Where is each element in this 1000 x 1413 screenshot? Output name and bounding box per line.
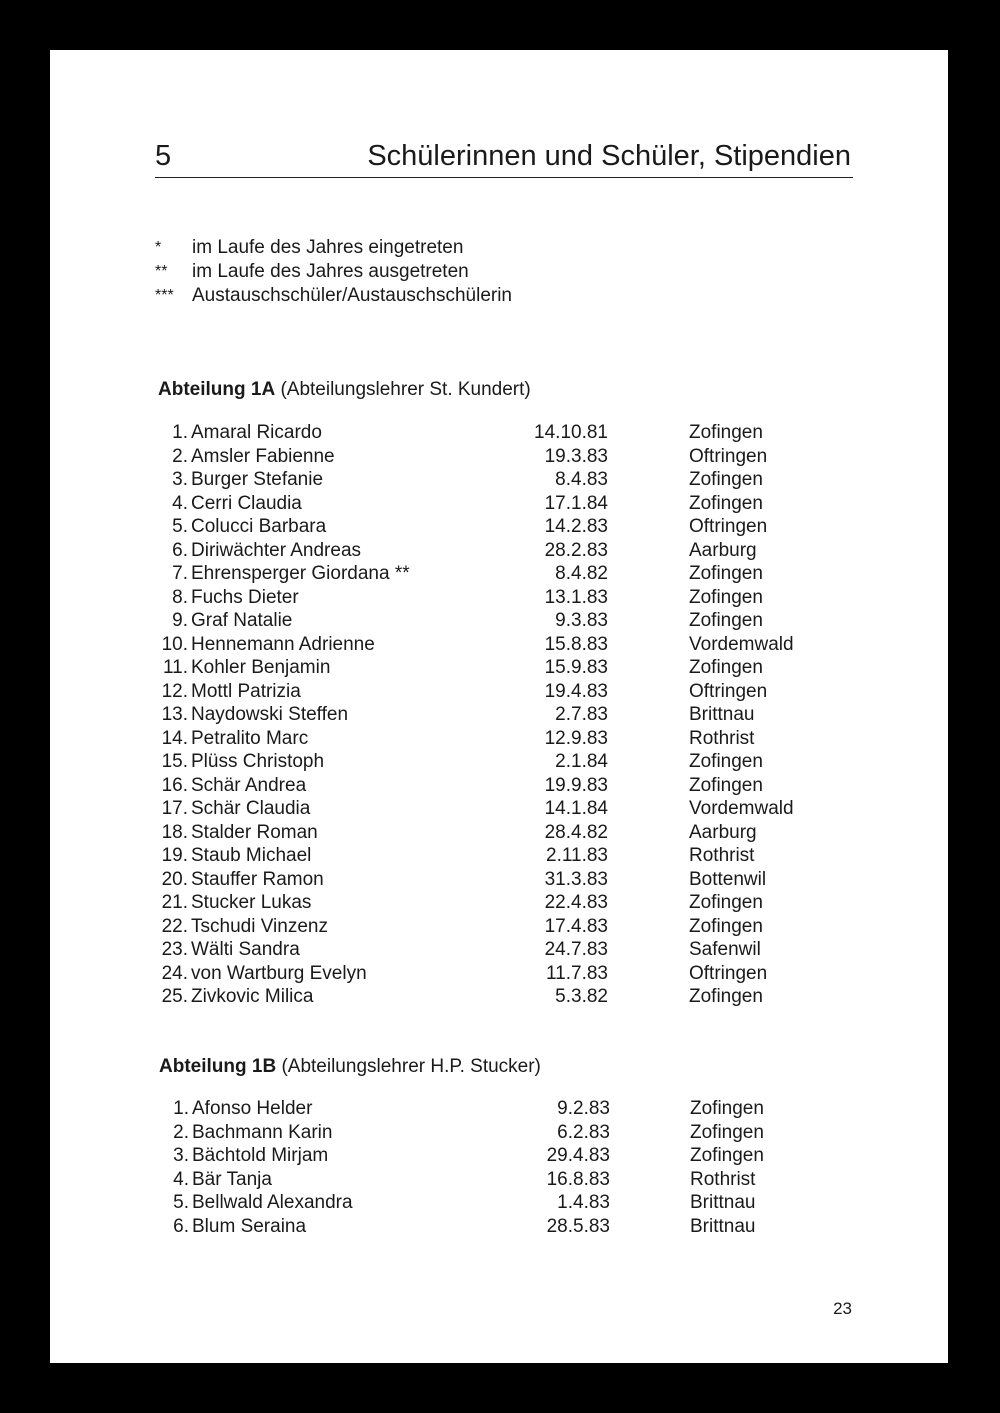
student-name: Stucker Lukas bbox=[191, 892, 312, 913]
student-name: Hennemann Adrienne bbox=[191, 633, 375, 655]
home-town: Zofingen bbox=[690, 1121, 764, 1143]
student-name: Colucci Barbara bbox=[191, 516, 327, 537]
student-list-1a bbox=[158, 421, 794, 1009]
birth-date: 15.8.83 bbox=[544, 633, 608, 655]
home-town: Safenwil bbox=[689, 939, 761, 960]
birth-date: 8.4.82 bbox=[555, 563, 608, 584]
student-name: Kohler Benjamin bbox=[191, 657, 331, 678]
student-row bbox=[158, 915, 763, 939]
page-number: 23 bbox=[833, 1299, 852, 1318]
student-number: 6. bbox=[172, 539, 188, 561]
birth-date: 28.2.83 bbox=[544, 539, 608, 561]
student-number: 19. bbox=[161, 845, 188, 866]
student-number: 13. bbox=[161, 704, 188, 725]
home-town: Zofingen bbox=[689, 774, 763, 796]
student-number: 2. bbox=[173, 1121, 189, 1143]
home-town: Zofingen bbox=[689, 657, 763, 678]
home-town: Vordemwald bbox=[689, 798, 794, 819]
home-town: Brittnau bbox=[689, 704, 755, 725]
student-row bbox=[158, 492, 763, 516]
home-town: Brittnau bbox=[690, 1215, 756, 1237]
student-name: Afonso Helder bbox=[192, 1098, 313, 1119]
student-name: Schär Andrea bbox=[191, 774, 307, 796]
student-row bbox=[158, 421, 763, 445]
birth-date: 29.4.83 bbox=[546, 1145, 610, 1166]
student-row bbox=[159, 1215, 756, 1239]
section-label: Abteilung 1A bbox=[158, 379, 276, 400]
student-row bbox=[158, 844, 755, 868]
student-name: Amsler Fabienne bbox=[191, 445, 335, 467]
home-town: Zofingen bbox=[689, 986, 763, 1007]
birth-date: 24.7.83 bbox=[544, 939, 608, 960]
student-row bbox=[159, 1121, 764, 1145]
student-number: 25. bbox=[161, 986, 188, 1007]
student-number: 7. bbox=[172, 563, 188, 584]
student-row bbox=[158, 821, 757, 845]
student-row bbox=[158, 774, 763, 798]
home-town: Zofingen bbox=[689, 751, 763, 772]
section-heading-1a bbox=[158, 378, 531, 402]
student-row bbox=[158, 797, 794, 821]
legend-text: im Laufe des Jahres ausgetreten bbox=[192, 261, 469, 282]
student-name: Tschudi Vinzenz bbox=[191, 915, 328, 937]
student-name: Blum Seraina bbox=[192, 1215, 307, 1237]
birth-date: 6.2.83 bbox=[557, 1121, 610, 1143]
student-name: Bächtold Mirjam bbox=[192, 1145, 329, 1166]
student-number: 5. bbox=[173, 1192, 189, 1213]
student-number: 20. bbox=[161, 868, 188, 890]
student-name: Bellwald Alexandra bbox=[192, 1192, 353, 1213]
legend-mark: ** bbox=[155, 263, 168, 280]
student-row bbox=[158, 985, 763, 1009]
student-number: 5. bbox=[172, 516, 188, 537]
student-number: 3. bbox=[173, 1145, 189, 1166]
student-row bbox=[158, 468, 763, 492]
student-row bbox=[158, 750, 763, 774]
student-row bbox=[158, 891, 763, 915]
home-town: Zofingen bbox=[689, 586, 763, 608]
student-row bbox=[158, 633, 794, 657]
student-number: 14. bbox=[161, 727, 188, 749]
birth-date: 11.7.83 bbox=[546, 962, 608, 984]
birth-date: 19.4.83 bbox=[544, 680, 608, 702]
home-town: Zofingen bbox=[690, 1145, 764, 1166]
home-town: Brittnau bbox=[690, 1192, 756, 1213]
student-number: 17. bbox=[161, 798, 188, 819]
birth-date: 17.4.83 bbox=[544, 915, 608, 937]
section-teacher: (Abteilungslehrer St. Kundert) bbox=[275, 379, 531, 400]
student-number: 4. bbox=[172, 492, 188, 514]
home-town: Vordemwald bbox=[689, 633, 794, 655]
student-name: Plüss Christoph bbox=[191, 751, 325, 772]
legend-text: im Laufe des Jahres eingetreten bbox=[192, 237, 464, 258]
student-number: 3. bbox=[172, 469, 188, 490]
student-number: 2. bbox=[172, 445, 188, 467]
student-row bbox=[158, 515, 768, 539]
student-name: Burger Stefanie bbox=[191, 469, 324, 490]
student-row bbox=[159, 1097, 764, 1121]
birth-date: 31.3.83 bbox=[544, 868, 608, 890]
section-label: Abteilung 1B bbox=[159, 1056, 277, 1077]
home-town: Zofingen bbox=[689, 610, 763, 631]
home-town: Zofingen bbox=[689, 469, 763, 490]
birth-date: 2.7.83 bbox=[555, 704, 608, 725]
student-row bbox=[158, 609, 763, 633]
student-number: 1. bbox=[172, 422, 188, 443]
student-name: Wälti Sandra bbox=[191, 939, 300, 960]
student-row bbox=[158, 562, 763, 586]
student-number: 1. bbox=[173, 1098, 189, 1119]
birth-date: 14.2.83 bbox=[544, 516, 608, 537]
student-row bbox=[158, 727, 755, 751]
birth-date: 28.4.82 bbox=[544, 821, 608, 843]
home-town: Zofingen bbox=[689, 422, 763, 443]
student-list-1b bbox=[159, 1097, 764, 1238]
home-town: Zofingen bbox=[689, 892, 763, 913]
legend-mark: *** bbox=[155, 287, 174, 304]
student-name: Cerri Claudia bbox=[191, 492, 302, 514]
student-name: Amaral Ricardo bbox=[191, 422, 322, 443]
student-name: Schär Claudia bbox=[191, 798, 311, 819]
student-row bbox=[158, 539, 757, 563]
birth-date: 14.10.81 bbox=[534, 422, 608, 443]
birth-date: 2.11.83 bbox=[546, 845, 608, 866]
legend-text: Austauschschüler/Austauschschülerin bbox=[192, 285, 513, 306]
home-town: Oftringen bbox=[689, 962, 768, 984]
birth-date: 17.1.84 bbox=[544, 492, 608, 514]
section-heading-1b bbox=[159, 1055, 541, 1079]
student-name: Diriwächter Andreas bbox=[191, 539, 362, 561]
birth-date: 22.4.83 bbox=[544, 892, 608, 913]
home-town: Oftringen bbox=[689, 516, 768, 537]
birth-date: 16.8.83 bbox=[546, 1168, 610, 1190]
document-page bbox=[50, 50, 948, 1363]
home-town: Zofingen bbox=[689, 563, 763, 584]
chapter-number: 5 bbox=[155, 140, 172, 172]
birth-date: 1.4.83 bbox=[557, 1192, 610, 1213]
birth-date: 13.1.83 bbox=[544, 586, 608, 608]
student-number: 11. bbox=[162, 657, 188, 678]
birth-date: 12.9.83 bbox=[544, 727, 608, 749]
home-town: Rothrist bbox=[689, 845, 755, 866]
birth-date: 9.3.83 bbox=[555, 610, 608, 631]
student-number: 4. bbox=[173, 1168, 189, 1190]
student-name: von Wartburg Evelyn bbox=[191, 962, 367, 984]
birth-date: 28.5.83 bbox=[546, 1215, 610, 1237]
student-number: 9. bbox=[172, 610, 188, 631]
student-row bbox=[159, 1191, 756, 1215]
student-number: 6. bbox=[173, 1215, 189, 1237]
student-name: Mottl Patrizia bbox=[191, 680, 301, 702]
student-name: Naydowski Steffen bbox=[191, 704, 349, 725]
home-town: Zofingen bbox=[690, 1098, 764, 1119]
birth-date: 15.9.83 bbox=[544, 657, 608, 678]
student-name: Stauffer Ramon bbox=[191, 868, 324, 890]
home-town: Bottenwil bbox=[689, 868, 767, 890]
home-town: Zofingen bbox=[689, 492, 763, 514]
student-number: 24. bbox=[161, 962, 188, 984]
student-name: Ehrensperger Giordana ** bbox=[191, 563, 410, 584]
student-name: Staub Michael bbox=[191, 845, 312, 866]
student-name: Zivkovic Milica bbox=[191, 986, 314, 1007]
student-name: Stalder Roman bbox=[191, 821, 318, 843]
student-number: 16. bbox=[161, 774, 188, 796]
home-town: Aarburg bbox=[689, 539, 757, 561]
student-row bbox=[158, 868, 767, 892]
home-town: Rothrist bbox=[690, 1168, 756, 1190]
student-number: 15. bbox=[161, 751, 188, 772]
student-row bbox=[158, 938, 761, 962]
student-number: 10. bbox=[161, 633, 188, 655]
student-row bbox=[159, 1168, 756, 1192]
student-row bbox=[158, 656, 763, 680]
student-name: Bär Tanja bbox=[192, 1168, 272, 1190]
birth-date: 9.2.83 bbox=[557, 1098, 610, 1119]
student-row bbox=[158, 703, 755, 727]
student-number: 8. bbox=[172, 586, 188, 608]
student-row bbox=[158, 445, 768, 469]
home-town: Rothrist bbox=[689, 727, 755, 749]
header-divider bbox=[155, 177, 853, 178]
birth-date: 2.1.84 bbox=[555, 751, 608, 772]
student-row bbox=[158, 962, 768, 986]
legend-mark: * bbox=[155, 239, 162, 256]
birth-date: 14.1.84 bbox=[544, 798, 608, 819]
birth-date: 8.4.83 bbox=[555, 469, 608, 490]
birth-date: 19.3.83 bbox=[544, 445, 608, 467]
home-town: Zofingen bbox=[689, 915, 763, 937]
home-town: Aarburg bbox=[689, 821, 757, 843]
student-number: 12. bbox=[161, 680, 188, 702]
student-row bbox=[158, 680, 768, 704]
student-number: 21. bbox=[161, 892, 188, 913]
student-number: 22. bbox=[161, 915, 188, 937]
student-name: Petralito Marc bbox=[191, 727, 309, 749]
home-town: Oftringen bbox=[689, 680, 768, 702]
chapter-title: Schülerinnen und Schüler, Stipendien bbox=[367, 140, 851, 172]
student-row bbox=[158, 586, 763, 610]
student-row bbox=[159, 1144, 764, 1168]
student-name: Fuchs Dieter bbox=[191, 586, 299, 608]
student-name: Graf Natalie bbox=[191, 610, 293, 631]
student-number: 23. bbox=[161, 939, 188, 960]
section-teacher: (Abteilungslehrer H.P. Stucker) bbox=[276, 1056, 541, 1077]
student-name: Bachmann Karin bbox=[192, 1121, 333, 1143]
birth-date: 5.3.82 bbox=[555, 986, 608, 1007]
home-town: Oftringen bbox=[689, 445, 768, 467]
birth-date: 19.9.83 bbox=[544, 774, 608, 796]
student-number: 18. bbox=[161, 821, 188, 843]
